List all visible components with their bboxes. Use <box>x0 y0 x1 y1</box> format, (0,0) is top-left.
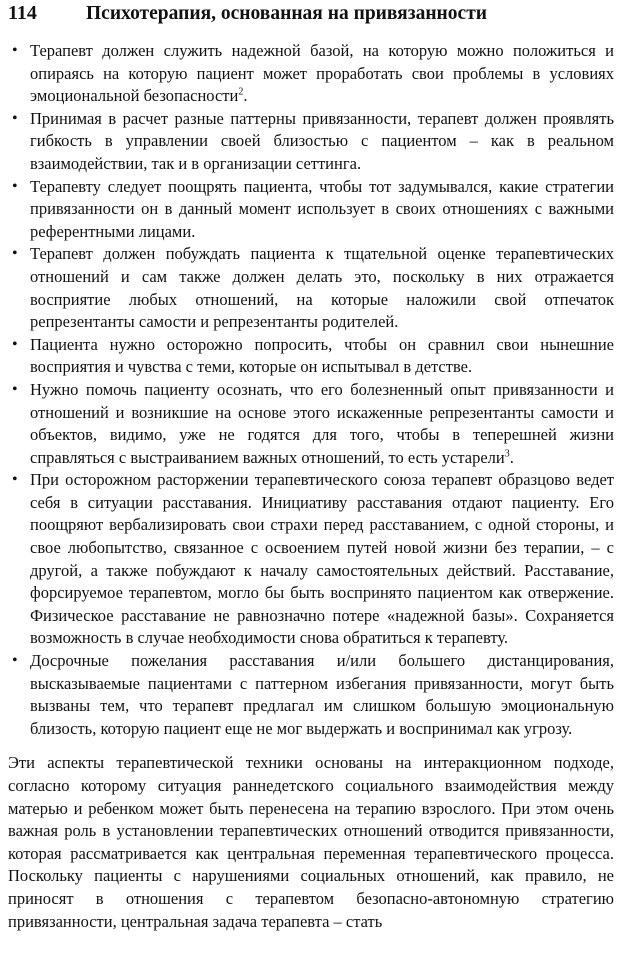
list-item <box>8 108 614 176</box>
page-number: 114 <box>8 2 37 24</box>
list-item <box>8 469 614 650</box>
bullet-icon: • <box>12 245 18 263</box>
recommendations-list <box>8 40 614 740</box>
bullet-icon: • <box>12 42 18 59</box>
bullet-icon: • <box>12 652 18 670</box>
list-item-text: Пациента нужно осторожно попросить, чтобы он сравнил свои нынешние восприятия и чувства с теми, которые он испытывал в детстве. <box>30 334 614 377</box>
bullet-icon: • <box>12 335 18 353</box>
list-item-text: Терапевт должен служить надежной базой, на которую можно положиться и опираясь на которую пациент может проработать свои проблемы в условиях эмоциональной безопасности <box>30 41 614 106</box>
footnote-ref: 3 <box>504 448 510 460</box>
list-item-text: Терапевт должен побуждать пациента к тщательной оценке терапевтических отношений и сам также должен делать это, поскольку в них отражается восприятие любых отношений, на которые наложили свой отпечаток репрезентанты самости и репрезентанты родителей. <box>30 244 614 332</box>
list-item <box>8 176 614 244</box>
list-item-text: Досрочные пожелания расставания и/или большего дистанцирования, высказываемые пациентами с паттерном избегания привязанности, могут быть вызваны тем, что терапевт предлагал им слишком большую эмоциональную близость, которую пациент еще не мог выдержать и воспринимал как угрозу. <box>30 651 614 738</box>
list-item-text: Принимая в расчет разные паттерны привязанности, терапевт должен проявлять гибкость в управлении своей близостью с пациентом – как в реальном взаимодействии, так и в организации сеттинга. <box>30 108 614 173</box>
list-item <box>8 243 614 333</box>
bullet-icon: • <box>12 109 18 127</box>
list-item <box>8 379 614 469</box>
list-item-text: Терапевту следует поощрять пациента, чтобы тот задумывался, какие стратегии привязанности он в данный момент использует в своих отношениях с важными референтными лицами. <box>30 176 614 241</box>
list-item-tail: . <box>243 86 248 106</box>
footnote-ref: 2 <box>238 86 244 98</box>
running-title: Психотерапия, основанная на привязанности <box>86 3 488 24</box>
bullet-icon: • <box>12 471 18 489</box>
bullet-icon: • <box>12 380 18 398</box>
list-item-tail: . <box>509 447 514 467</box>
list-item <box>8 650 614 740</box>
bullet-icon: • <box>12 177 18 195</box>
page-header <box>8 0 614 36</box>
list-item <box>8 40 614 108</box>
list-item <box>8 334 614 379</box>
list-item-text: Нужно помочь пациенту осознать, что его болезненный опыт привязанности и отношений и возникшие на основе этого искаженные репрезентанты самости и объектов, видимо, уже не годятся для того, чтобы в теперешней жизни справляться с выстраиванием важных отношений, то есть устарели <box>30 379 614 467</box>
list-item-text: При осторожном расторжении терапевтического союза терапевт образцово ведет себя в ситуации расставания. Инициативу расставания отдают пациенту. Его поощряют вербализировать свои страхи перед расставанием, с одной стороны, и свое любопытство, связанное с освоением путей новой жизни без терапии, – с другой, а также побуждают к началу самостоятельных действий. Расставание, форсируемое терапевтом, могло бы быть воспринято пациентом как отвержение. Физическое расставание не равнозначно потере «надежной базы». Сохраняется возможность в случае необходимости снова обратиться к терапевту. <box>30 470 614 648</box>
body-paragraph: Эти аспекты терапевтической техники основаны на интеракционном подходе, согласно которому ситуация раннедетского социального взаимодействия между матерью и ребенком может быть перенесена на терапию взрослого. При этом очень важная роль в установлении терапевтических отношений отводится привязанности, которая рассматривается как центральная переменная терапевтического процесса. Поскольку пациенты с нарушениями социальных отношений, как правило, не приносят в отношения с терапевтом безопасно-автономную стратегию привязанности, центральная задача терапевта – стать <box>8 753 614 931</box>
